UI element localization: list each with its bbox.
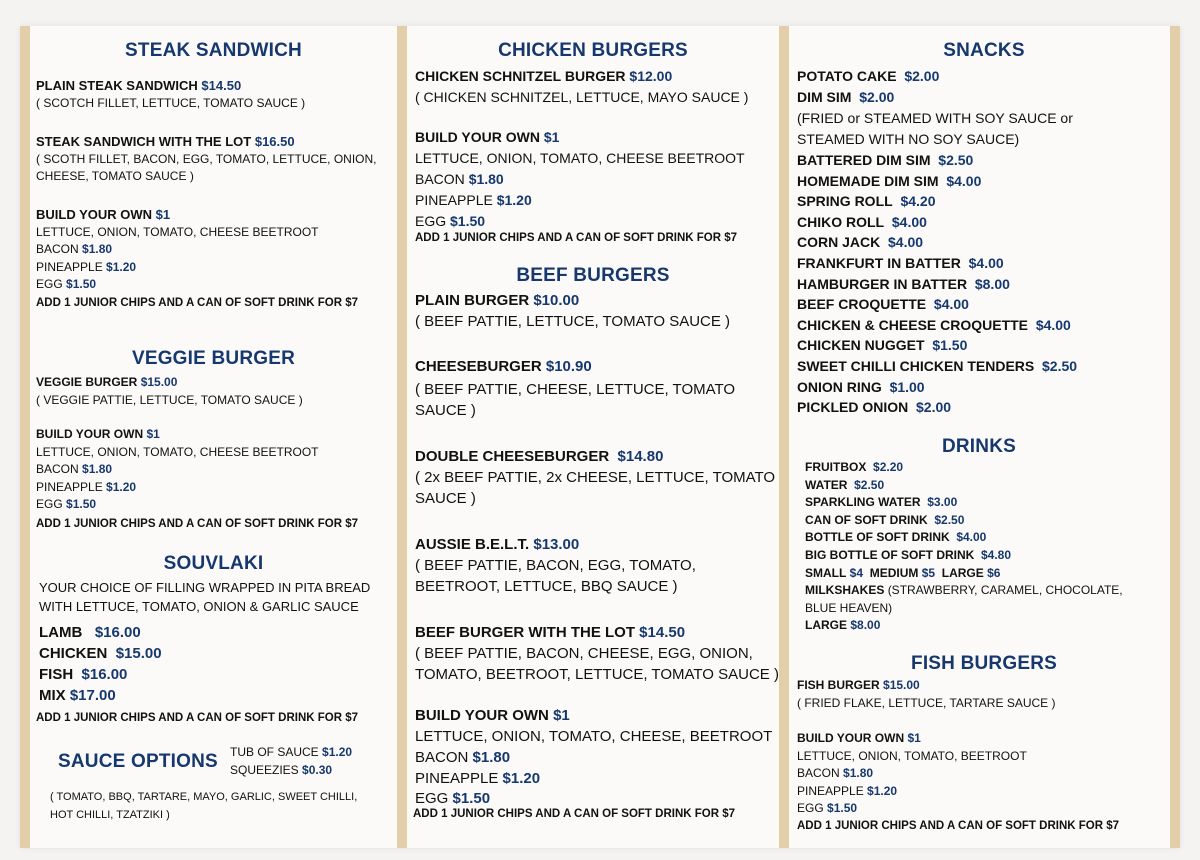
addon [415,211,777,232]
menu-item [415,622,777,643]
item-name: PICKLED ONION [797,399,909,416]
addon-name: PINEAPPLE [415,192,493,208]
veggie-section-title: VEGGIE BURGER [131,348,296,369]
addon-price: $1.20 [106,259,137,274]
divider-bar [20,26,30,848]
addon-price: $1.50 [827,801,858,815]
item-name: DIM SIM [797,89,852,105]
snack-list [797,150,1169,418]
item-name: STEAK SANDWICH WITH THE LOT [36,133,252,149]
addon [797,765,1169,783]
veggie-section [36,374,394,530]
addon-price: $1.80 [82,462,113,476]
item-desc: ( VEGGIE PATTIE, LETTUCE, TOMATO SAUCE ) [36,392,303,407]
item-name: BUILD YOUR OWN [36,206,153,222]
menu-board [20,26,1180,848]
item-price: $15.00 [115,645,162,662]
menu-item [805,512,1169,530]
menu-item [797,335,1169,356]
item-price: $16.00 [81,666,128,683]
menu-item [797,274,1169,295]
menu-item [797,171,1169,192]
addon-price: $1.20 [106,479,137,494]
chicken-section [415,66,777,244]
addon-name: PINEAPPLE [415,770,499,787]
combo-note: ADD 1 JUNIOR CHIPS AND A CAN OF SOFT DRINK FOR $7 [797,819,1120,832]
item-name: CHICKEN NUGGET [797,337,925,354]
addon-name: PINEAPPLE [797,783,864,798]
item-desc: (STRAWBERRY, CARAMEL, CHOCOLATE, [887,583,1123,598]
menu-item [39,664,394,685]
section-desc: WITH LETTUCE, TOMATO, ONION & GARLIC SAUCE [39,599,359,614]
addon-price: $1.80 [843,766,874,780]
item-price: $4.00 [956,530,987,545]
addon-name: BACON [415,749,469,766]
item-name: TUB OF SAUCE [230,745,319,759]
item-price: $4.00 [946,172,982,189]
column-left [30,26,397,848]
menu-item [805,459,1169,477]
item-name: AUSSIE B.E.L.T. [415,536,530,553]
addon-name: BACON [415,171,465,187]
souvlaki-section-title: SOUVLAKI [163,553,264,574]
item-price: $2.50 [1042,357,1078,374]
item-name: CHIKO ROLL [797,213,885,230]
item-price: $8.00 [974,275,1010,292]
menu-item [797,232,1169,253]
item-name: PLAIN STEAK SANDWICH [36,78,198,93]
combo-note: ADD 1 JUNIOR CHIPS AND A CAN OF SOFT DRINK FOR $7 [36,296,359,309]
item-price: $15.00 [140,375,178,389]
menu-item [39,622,394,643]
item-desc: (FRIED or STEAMED WITH SOY SAUCE or [797,110,1073,126]
steak-section-title: STEAK SANDWICH [125,40,302,61]
menu-item [797,66,1169,87]
item-price: $1 [553,707,570,724]
drink-list [805,459,1169,565]
menu-item [415,705,777,726]
size-prices [805,565,1169,583]
item-desc: ( BEEF PATTIE, CHEESE, LETTUCE, TOMATO [415,381,736,398]
item-desc: SAUCE ) [415,402,476,419]
combo-note: ADD 1 JUNIOR CHIPS AND A CAN OF SOFT DRINK FOR $7 [415,232,738,244]
menu-item [797,212,1169,233]
item-price: $4.00 [1035,316,1071,333]
item-desc: SAUCE ) [415,490,476,507]
menu-item [805,529,1169,547]
item-name: CHICKEN [39,645,108,662]
menu-item [36,374,394,392]
menu-item [797,730,1169,748]
item-name: SQUEEZIES [230,762,299,777]
item-name: MILKSHAKES [805,583,885,598]
item-desc: ( 2x BEEF PATTIE, 2x CHEESE, LETTUCE, TOMATO [415,469,776,486]
addon-name: BACON [797,766,840,780]
item-price: $1.50 [932,337,968,354]
menu-item [797,315,1169,336]
addon [797,783,1169,801]
menu-item [805,547,1169,565]
drinks-section [805,459,1169,635]
addon-name: EGG [415,213,447,229]
menu-item [39,685,394,706]
addon-name: EGG [415,790,449,807]
sauce-list-text: HOT CHILLI, TZATZIKI ) [50,808,170,821]
item-price: $1 [543,129,560,145]
item-price: $14.50 [201,78,242,93]
item-price: $4.00 [888,234,924,251]
addon-name: BACON [36,462,79,476]
item-name: SPRING ROLL [797,193,893,210]
sauce-list-text: ( TOMATO, BBQ, TARTARE, MAYO, GARLIC, SWEET CHILLI, [50,791,358,803]
item-desc: STEAMED WITH NO SOY SAUCE) [797,131,1020,147]
item-name: BATTERED DIM SIM [797,152,931,168]
souvlaki-section [36,578,394,724]
sauce-item [230,762,352,780]
column-middle [407,26,779,848]
item-price: $1.00 [889,378,925,395]
menu-item [797,253,1169,274]
fish-section-title: FISH BURGERS [911,653,1057,674]
item-price: $17.00 [69,687,116,704]
item-name: BUILD YOUR OWN [415,707,549,724]
menu-item [797,294,1169,315]
size-name: SMALL [805,565,847,580]
addon [36,496,394,514]
item-name: CHICKEN SCHNITZEL BURGER [415,68,626,84]
item-desc: ( SCOTCH FILLET, LETTUCE, TOMATO SAUCE ) [36,96,306,110]
addon-price: $1.50 [66,277,97,291]
item-price: $2.00 [916,399,952,416]
item-price: $2.00 [904,68,940,84]
addon-price: $1.80 [472,749,511,766]
item-desc: ( FRIED FLAKE, LETTUCE, TARTARE SAUCE ) [797,695,1056,710]
menu-item [797,356,1169,377]
menu-item [36,426,394,444]
combo-note: ADD 1 JUNIOR CHIPS AND A CAN OF SOFT DRINK FOR $7 [36,712,359,724]
menu-item [797,397,1169,418]
menu-item [797,87,1169,108]
item-name: BUILD YOUR OWN [36,427,144,441]
column-right [789,26,1170,848]
addon [36,241,394,259]
chicken-section-title: CHICKEN BURGERS [498,40,688,61]
sauce-item [230,744,352,762]
item-name: LARGE [805,618,847,633]
item-desc: ( BEEF PATTIE, BACON, EGG, TOMATO, [415,557,696,574]
item-price: $10.00 [533,292,580,309]
item-price: $15.00 [883,678,920,692]
sauce-prices [230,744,352,779]
item-desc: LETTUCE, ONION, TOMATO, CHEESE BEETROOT [415,150,745,166]
item-price: $3.00 [927,495,958,510]
item-price: $0.30 [302,762,333,777]
item-price: $16.50 [254,133,295,149]
menu-item [36,132,394,151]
divider-bar [397,26,407,848]
addon-name: PINEAPPLE [36,259,103,274]
item-name: ONION RING [797,378,882,395]
addon [797,800,1169,818]
addon-name: EGG [797,801,824,815]
size-price: $6 [987,565,1001,580]
item-name: WATER [805,477,848,492]
menu-item [36,76,394,95]
item-price: $1.20 [322,745,353,759]
menu-item [415,446,777,467]
snacks-section [797,66,1169,418]
item-desc: LETTUCE, ONION, TOMATO, CHEESE, BEETROOT [415,728,773,745]
item-name: SWEET CHILLI CHICKEN TENDERS [797,357,1035,374]
item-name: BOTTLE OF SOFT DRINK [805,530,950,545]
item-name: POTATO CAKE [797,68,897,84]
item-price: $4.00 [891,213,927,230]
item-name: DOUBLE CHEESEBURGER [415,448,610,465]
addon-price: $1.50 [450,213,486,229]
addon-price: $1.80 [468,171,504,187]
item-desc: BLUE HEAVEN) [805,600,893,615]
item-price: $1 [907,731,921,745]
item-price: $4.00 [968,254,1004,271]
menu-item [805,617,1169,635]
menu-item [797,677,1169,695]
item-price: $16.00 [94,624,141,641]
sauce-list [50,789,357,824]
menu-item [415,127,777,148]
menu-item [415,356,777,377]
addon-price: $1.50 [452,790,491,807]
item-name: FISH BURGER [797,678,880,692]
menu-item [36,205,394,224]
item-price: $2.50 [934,512,965,527]
size-name: MEDIUM [869,565,919,580]
item-desc: TOMATO, BEETROOT, LETTUCE, TOMATO SAUCE ) [415,666,779,683]
addon-name: BACON [36,242,79,256]
menu-item [797,150,1169,171]
item-name: FISH [39,666,74,683]
item-name: FRUITBOX [805,460,867,474]
milkshakes [805,582,1169,600]
addon [415,789,777,808]
addon-price: $1.20 [502,770,541,787]
item-price: $10.90 [545,358,592,375]
divider-bar [1170,26,1180,848]
addon-name: EGG [36,497,63,511]
divider-bar [779,26,789,848]
addon-name: EGG [36,277,63,291]
item-desc: LETTUCE, ONION, TOMATO, BEETROOT [797,748,1027,763]
sauce-section-title: SAUCE OPTIONS [58,751,218,772]
item-name: LAMB [39,624,83,641]
addon [36,276,394,294]
combo-note: ADD 1 JUNIOR CHIPS AND A CAN OF SOFT DRINK FOR $7 [36,517,359,530]
item-desc: ( BEEF PATTIE, BACON, CHEESE, EGG, ONION, [415,645,753,662]
item-price: $2.00 [859,89,895,105]
addon [415,190,777,211]
item-name: BUILD YOUR OWN [797,731,905,745]
item-name: FRANKFURT IN BATTER [797,254,961,271]
addon-price: $1.20 [867,783,898,798]
item-price: $14.80 [617,448,664,465]
size-price: $5 [921,565,936,580]
item-name: HAMBURGER IN BATTER [797,275,968,292]
addon [415,747,777,768]
item-name: CAN OF SOFT DRINK [805,512,928,527]
item-name: HOMEMADE DIM SIM [797,172,939,189]
item-price: $2.50 [938,152,974,168]
section-desc: YOUR CHOICE OF FILLING WRAPPED IN PITA BREAD [39,580,371,595]
item-name: CORN JACK [797,234,881,251]
item-price: $2.20 [873,460,904,474]
menu-item [797,191,1169,212]
item-price: $4.00 [933,296,969,313]
item-name: MIX [39,687,66,704]
item-name: PLAIN BURGER [415,292,530,309]
item-name: SPARKLING WATER [805,495,921,510]
menu-item [415,290,777,311]
item-desc: ( SCOTH FILLET, BACON, EGG, TOMATO, LETTUCE, ONION, CHEESE, TOMATO SAUCE ) [36,151,377,183]
menu-item [415,66,777,87]
menu-item [805,477,1169,495]
addon [415,169,777,190]
item-desc: BEETROOT, LETTUCE, BBQ SAUCE ) [415,578,678,595]
item-price: $2.50 [854,477,885,492]
addon-price: $1.50 [66,497,97,511]
item-price: $13.00 [533,536,580,553]
size-name: LARGE [941,565,984,580]
item-desc: LETTUCE, ONION, TOMATO, CHEESE BEETROOT [36,224,319,239]
item-name: CHICKEN & CHEESE CROQUETTE [797,316,1029,333]
fish-section [797,677,1169,832]
item-price: $4.20 [900,193,936,210]
item-price: $12.00 [629,68,673,84]
item-price: $8.00 [850,618,881,633]
addon [415,768,777,789]
steak-section [36,76,394,309]
size-price: $4 [849,565,864,580]
addon-price: $1.20 [496,192,532,208]
beef-section [415,290,777,820]
addon [36,461,394,479]
item-price: $4.80 [981,547,1012,562]
snacks-section-title: SNACKS [943,40,1025,61]
menu-item [39,643,394,664]
item-price: $1 [146,427,160,441]
item-name: BUILD YOUR OWN [415,129,540,145]
addon-price: $1.80 [82,242,113,256]
item-desc: ( BEEF PATTIE, LETTUCE, TOMATO SAUCE ) [415,313,731,330]
beef-section-title: BEEF BURGERS [516,265,670,286]
addon [36,259,394,277]
item-desc: LETTUCE, ONION, TOMATO, CHEESE BEETROOT [36,444,319,459]
item-price: $14.50 [639,624,686,641]
item-name: VEGGIE BURGER [36,375,138,389]
menu-item [415,534,777,555]
drinks-section-title: DRINKS [941,436,1017,457]
item-desc: ( CHICKEN SCHNITZEL, LETTUCE, MAYO SAUCE ) [415,89,749,105]
addon-name: PINEAPPLE [36,479,103,494]
souvlaki-list [39,622,394,706]
item-price: $1 [155,206,171,222]
menu-item [797,377,1169,398]
item-name: BIG BOTTLE OF SOFT DRINK [805,547,975,562]
combo-note: ADD 1 JUNIOR CHIPS AND A CAN OF SOFT DRINK FOR $7 [413,808,736,820]
addon [36,479,394,497]
menu-item [805,494,1169,512]
item-name: BEEF BURGER WITH THE LOT [415,624,635,641]
item-name: CHEESEBURGER [415,358,542,375]
item-name: BEEF CROQUETTE [797,296,927,313]
